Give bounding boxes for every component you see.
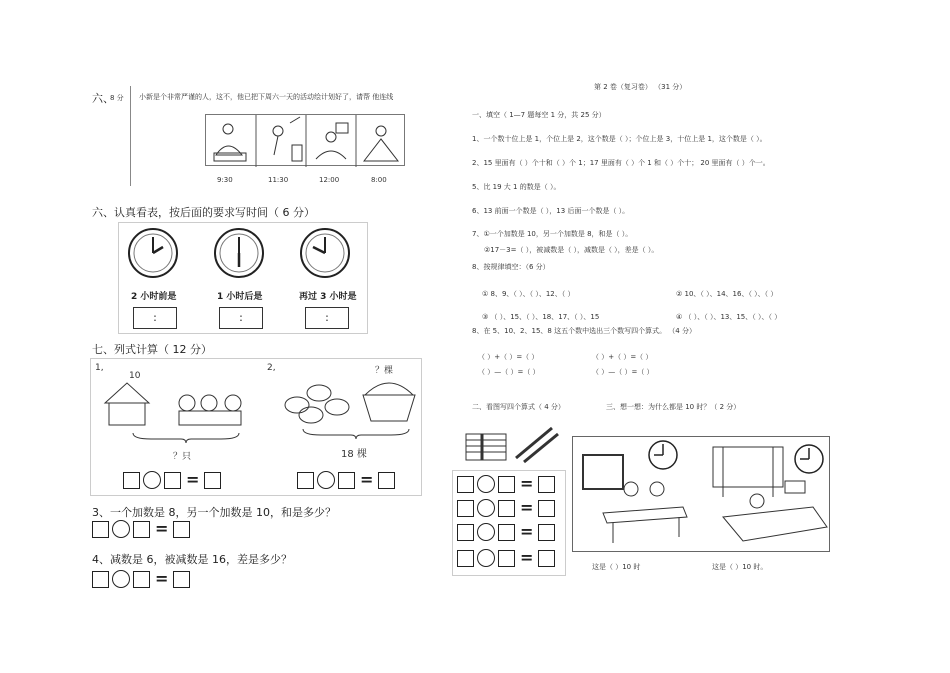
blank-box[interactable]: [92, 521, 109, 538]
equals-sign: =: [520, 498, 534, 517]
blank-box[interactable]: [338, 472, 355, 489]
blank-box[interactable]: [498, 476, 515, 493]
question-8b: 8、在 5、10、2、15、8 这五个数中选出三个数写四个算式。 （4 分）: [472, 327, 696, 335]
blank-box[interactable]: [538, 500, 555, 517]
clock-icon: [299, 227, 351, 279]
blank-box[interactable]: [133, 571, 150, 588]
time-answer-3[interactable]: :: [305, 307, 349, 329]
sequence-4: ④ （ ）、（ ）、13、15、（ ）、（ ）: [676, 313, 782, 321]
time-1: 9:30: [217, 176, 233, 184]
clock-icon: [127, 227, 179, 279]
problem-1-number: 1,: [95, 363, 104, 373]
blank-box[interactable]: [173, 571, 190, 588]
question-4-equation: [92, 570, 190, 588]
blank-box[interactable]: [457, 500, 474, 517]
blank-box[interactable]: [538, 476, 555, 493]
question-3-text: 3、一个加数是 8，另一个加数是 10，和是多少？: [92, 506, 336, 519]
problem-1-count: 10: [129, 371, 141, 381]
operator-circle[interactable]: [317, 471, 335, 489]
right-header: 第 2 卷（复习卷） （31 分）: [594, 83, 687, 91]
question-6: 6、13 前面一个数是（ ），13 后面一个数是（ ）。: [472, 207, 630, 215]
stick-equation-2: [457, 499, 555, 517]
blank-box[interactable]: [457, 524, 474, 541]
caption-day: 这是（ ）10 时: [592, 563, 641, 571]
time-4: 8:00: [371, 176, 387, 184]
sticks-illustration: [462, 418, 562, 468]
classroom-bedroom-illustration: [573, 437, 831, 553]
problem-2-number: 2,: [267, 363, 276, 373]
formula-4: （ ）—（ ）=（ ）: [592, 368, 654, 376]
question-3-equation: [92, 520, 190, 538]
blank-box[interactable]: [457, 550, 474, 567]
stick-equation-1: [457, 475, 555, 493]
blank-box[interactable]: [123, 472, 140, 489]
clock-label-3: 再过 3 小时是: [299, 292, 357, 302]
equals-sign: =: [520, 548, 534, 567]
formula-3: （ ）—（ ）=（ ）: [478, 368, 540, 376]
blank-box[interactable]: [297, 472, 314, 489]
equals-sign: =: [155, 569, 169, 588]
stick-equation-3: [457, 523, 555, 541]
question-5: 5、比 19 大 1 的数是（ ）。: [472, 183, 561, 191]
equals-sign: =: [155, 519, 169, 538]
clock-panel: [118, 222, 368, 334]
problem-1-caption: ？只: [173, 452, 192, 462]
house-animals-illustration: [101, 373, 251, 429]
activity-panel: [130, 86, 429, 186]
question-8: 8、按规律填空：（6 分）: [472, 263, 550, 271]
blank-box[interactable]: [498, 524, 515, 541]
time-answer-1[interactable]: :: [133, 307, 177, 329]
blank-box[interactable]: [498, 550, 515, 567]
day-night-scene: [572, 436, 830, 552]
brace: [301, 427, 411, 439]
clock-label-2: 1 小时后是: [217, 292, 263, 302]
part-3-title: 三、想一想：为什么都是 10 时？（ 2 分）: [606, 403, 741, 411]
time-3: 12:00: [319, 176, 340, 184]
clock-label-1: 2 小时前是: [131, 292, 177, 302]
part-2-title: 二、看图写四个算式（ 4 分）: [472, 403, 565, 411]
equals-sign: =: [186, 470, 200, 489]
part-1-title: 一、填空（ 1—7 题每空 1 分，共 25 分）: [472, 111, 606, 119]
blank-box[interactable]: [173, 521, 190, 538]
operator-circle[interactable]: [477, 549, 495, 567]
equals-sign: =: [360, 470, 374, 489]
operator-circle[interactable]: [143, 471, 161, 489]
blank-box[interactable]: [378, 472, 395, 489]
caption-night: 这是（ ）10 时。: [712, 563, 768, 571]
equals-sign: =: [520, 474, 534, 493]
operator-circle[interactable]: [112, 570, 130, 588]
equals-sign: =: [520, 522, 534, 541]
operator-circle[interactable]: [477, 499, 495, 517]
problem-2-equation: [297, 471, 395, 489]
section-6b-title: 六、认真看表，按后面的要求写时间（ 6 分）: [92, 206, 315, 219]
problem-2-caption-top: ？棵: [375, 366, 394, 376]
clock-icon: [213, 227, 265, 279]
sequence-3: ③ （ ）、15、（ ）、18、17、（ ）、15: [482, 313, 600, 321]
blank-box[interactable]: [204, 472, 221, 489]
problem-2-caption: 18 棵: [341, 449, 367, 460]
section-7-title: 七、列式计算（ 12 分）: [92, 343, 212, 356]
question-4-text: 4、减数是 6，被减数是 16，差是多少？: [92, 553, 292, 566]
brace: [131, 431, 241, 443]
question-2: 2、15 里面有（ ）个十和（ ）个 1；17 里面有（ ）个 1 和（ ）个十； 20 里面有（ ）个一。: [472, 159, 770, 167]
sequence-1: ① 8、9、（ ）、（ ）、12、（ ）: [482, 290, 575, 298]
activity-text: 小新是个非常严谨的人，这不，他已把下周六一天的活动绘计划好了，请帮 他连线: [139, 93, 394, 101]
operator-circle[interactable]: [477, 523, 495, 541]
blank-box[interactable]: [538, 550, 555, 567]
blank-box[interactable]: [538, 524, 555, 541]
time-2: 11:30: [268, 176, 289, 184]
activity-illustration: [206, 115, 406, 167]
section-6a-score: 8 分: [110, 94, 124, 102]
blank-box[interactable]: [92, 571, 109, 588]
section-6a-label: 六、: [92, 92, 114, 105]
question-1: 1、一个数十位上是 1，个位上是 2，这个数是（ ）；个位上是 3，十位上是 1，这个数是（ ）。: [472, 135, 767, 143]
blank-box[interactable]: [498, 500, 515, 517]
activity-pictures: [205, 114, 405, 166]
operator-circle[interactable]: [112, 520, 130, 538]
operator-circle[interactable]: [477, 475, 495, 493]
calc-panel: [90, 358, 422, 496]
formula-1: （ ）+（ ）=（ ）: [478, 353, 539, 361]
question-7b: ②17－3=（ ），被减数是（ ），减数是（ ），差是（ ）。: [484, 246, 659, 254]
problem-1-equation: [123, 471, 221, 489]
sequence-2: ② 10、（ ）、14、16、（ ）、（ ）: [676, 290, 778, 298]
blank-box[interactable]: [457, 476, 474, 493]
blank-box[interactable]: [133, 521, 150, 538]
cabbage-basket-illustration: [281, 375, 417, 425]
time-answer-2[interactable]: :: [219, 307, 263, 329]
stick-equations-panel: [452, 470, 566, 576]
formula-2: （ ）+（ ）=（ ）: [592, 353, 653, 361]
blank-box[interactable]: [164, 472, 181, 489]
stick-equation-4: [457, 549, 555, 567]
question-7a: 7、①一个加数是 10，另一个加数是 8，和是（ ）。: [472, 230, 633, 238]
